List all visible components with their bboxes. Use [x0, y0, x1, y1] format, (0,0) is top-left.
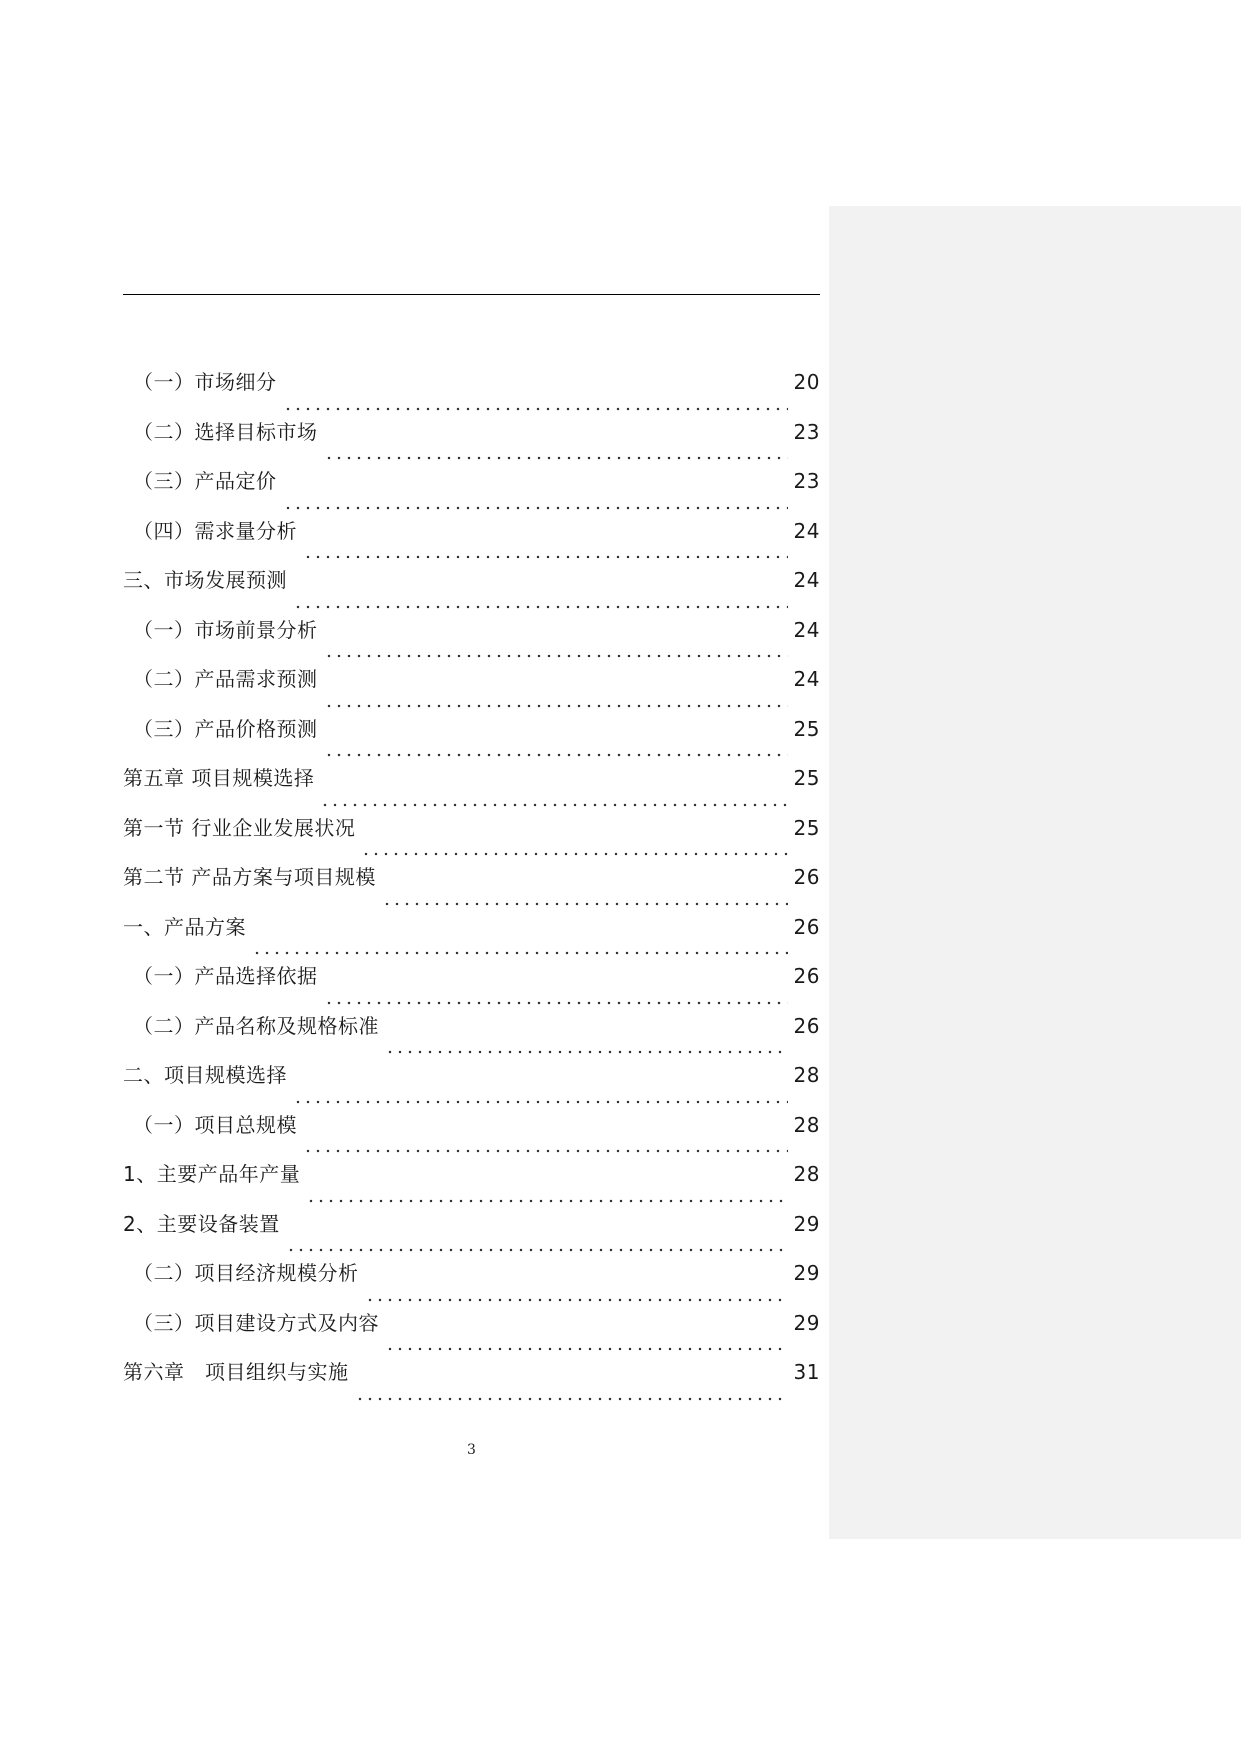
toc-entry[interactable]	[123, 812, 820, 862]
toc-entry-page-number: 20	[793, 370, 820, 394]
toc-entry-title: （三）产品定价	[133, 469, 277, 493]
toc-entry[interactable]	[123, 1257, 820, 1307]
toc-entry[interactable]	[123, 663, 820, 713]
toc-entry[interactable]	[123, 1158, 820, 1208]
toc-entry-page-number: 26	[793, 1013, 820, 1038]
toc-entry-page-number: 23	[793, 419, 820, 444]
toc-entry-title: （三）项目建设方式及内容	[133, 1310, 379, 1335]
toc-dot-leader	[283, 490, 788, 510]
toc-entry-title: （二）产品需求预测	[133, 667, 318, 691]
toc-dot-leader	[283, 391, 788, 411]
toc-entry[interactable]	[123, 416, 820, 466]
toc-entry-page-number: 24	[793, 518, 820, 543]
toc-entry[interactable]	[123, 366, 820, 416]
toc-dot-leader	[303, 539, 788, 559]
toc-entry-page-number: 29	[793, 1310, 820, 1335]
toc-entry[interactable]	[123, 1208, 820, 1258]
toc-entry-title: 2、主要设备装置	[123, 1211, 280, 1236]
toc-dot-leader	[385, 1331, 788, 1351]
toc-dot-leader	[361, 836, 787, 856]
toc-entry-title: 二、项目规模选择	[123, 1063, 287, 1087]
toc-entry-page-number: 28	[793, 1112, 820, 1137]
toc-entry[interactable]	[123, 1059, 820, 1109]
toc-entry[interactable]	[123, 713, 820, 763]
toc-entry-title: 一、产品方案	[123, 914, 246, 939]
toc-entry-title: （三）产品价格预测	[133, 716, 318, 741]
toc-entry[interactable]	[123, 1010, 820, 1060]
page-number: 3	[467, 1442, 476, 1458]
toc-entry[interactable]	[123, 960, 820, 1010]
toc-dot-leader	[286, 1232, 788, 1252]
toc-dot-leader	[324, 737, 788, 757]
toc-dot-leader	[293, 1084, 788, 1104]
toc-entry-title: （二）选择目标市场	[133, 419, 318, 444]
toc-entry-page-number: 24	[793, 617, 820, 642]
toc-entry-page-number: 28	[793, 1162, 820, 1186]
toc-dot-leader	[365, 1282, 788, 1302]
toc-entry-page-number: 26	[793, 914, 820, 939]
toc-entry-title: （一）项目总规模	[133, 1112, 297, 1137]
toc-entry-title: 三、市场发展预测	[123, 568, 287, 592]
toc-entry[interactable]	[123, 861, 820, 911]
toc-entry-title: 第六章 项目组织与实施	[123, 1360, 349, 1384]
header-rule	[123, 294, 820, 295]
toc-entry-title: 第五章 项目规模选择	[123, 766, 315, 790]
toc-entry-title: 1、主要产品年产量	[123, 1162, 301, 1186]
toc-entry-title: （一）产品选择依据	[133, 964, 318, 988]
toc-entry-page-number: 29	[793, 1211, 820, 1236]
toc-entry-title: （一）市场细分	[133, 370, 277, 394]
toc-entry[interactable]	[123, 911, 820, 961]
toc-entry-title: （四）需求量分析	[133, 518, 297, 543]
toc-entry-title: 第一节 行业企业发展状况	[123, 815, 356, 840]
toc-entry-page-number: 25	[793, 716, 820, 741]
toc-entry-title: （一）市场前景分析	[133, 617, 318, 642]
toc-dot-leader	[252, 935, 788, 955]
table-of-contents	[123, 366, 820, 1406]
toc-entry[interactable]	[123, 1109, 820, 1159]
toc-entry[interactable]	[123, 515, 820, 565]
toc-dot-leader	[324, 440, 788, 460]
toc-dot-leader	[293, 589, 788, 609]
toc-entry-page-number: 31	[793, 1360, 820, 1384]
toc-entry-page-number: 26	[793, 865, 820, 889]
toc-dot-leader	[324, 688, 788, 708]
toc-entry[interactable]	[123, 1307, 820, 1357]
toc-dot-leader	[355, 1381, 788, 1401]
toc-entry[interactable]	[123, 614, 820, 664]
toc-dot-leader	[382, 886, 788, 906]
toc-dot-leader	[385, 1034, 788, 1054]
toc-entry-page-number: 26	[793, 964, 820, 988]
toc-entry[interactable]	[123, 564, 820, 614]
toc-dot-leader	[324, 638, 788, 658]
toc-entry-title: （二）项目经济规模分析	[133, 1261, 359, 1285]
toc-entry-page-number: 28	[793, 1063, 820, 1087]
toc-entry-page-number: 24	[793, 568, 820, 592]
toc-entry[interactable]	[123, 1356, 820, 1406]
toc-entry-page-number: 24	[793, 667, 820, 691]
toc-entry[interactable]	[123, 762, 820, 812]
toc-dot-leader	[324, 985, 788, 1005]
toc-dot-leader	[320, 787, 787, 807]
toc-entry-page-number: 29	[793, 1261, 820, 1285]
toc-entry-page-number: 25	[793, 766, 820, 790]
comment-pane	[829, 206, 1241, 1539]
toc-entry-title: （二）产品名称及规格标准	[133, 1013, 379, 1038]
toc-dot-leader	[303, 1133, 788, 1153]
toc-entry-page-number: 25	[793, 815, 820, 840]
toc-dot-leader	[306, 1183, 787, 1203]
toc-entry-page-number: 23	[793, 469, 820, 493]
toc-entry-title: 第二节 产品方案与项目规模	[123, 865, 376, 889]
toc-entry[interactable]	[123, 465, 820, 515]
